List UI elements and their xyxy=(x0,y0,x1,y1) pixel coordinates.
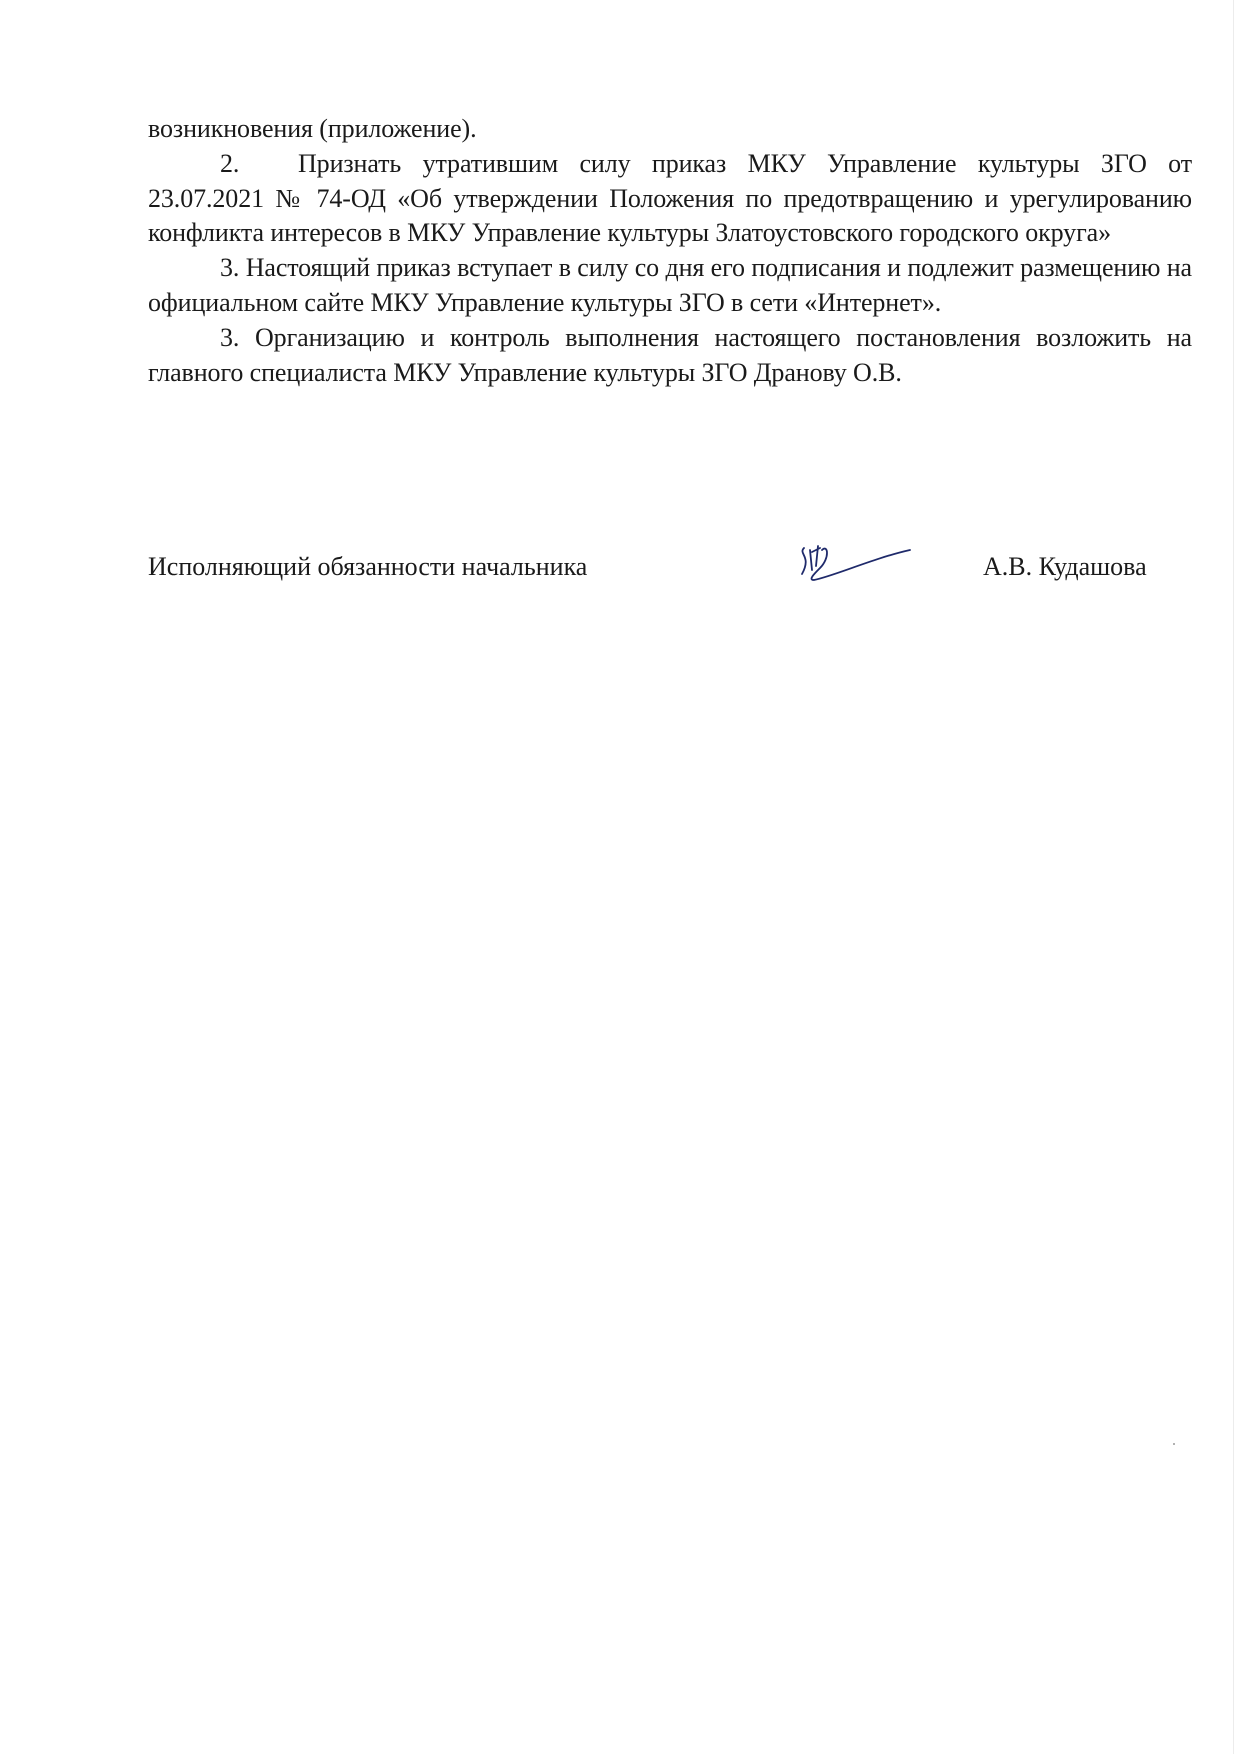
document-body xyxy=(148,112,1192,390)
paragraph-number: 2. xyxy=(220,148,240,178)
signatory-name: А.В. Кудашова xyxy=(983,552,1147,581)
signature-block xyxy=(148,550,1172,590)
paragraph-item-3-control: 3. Организацию и контроль выполнения настоящего постановления возложить на главного специалиста МКУ Управление культуры ЗГО Дранову О.В. xyxy=(148,322,1192,387)
handwritten-signature-icon xyxy=(794,540,914,588)
signatory-position: Исполняющий обязанности начальника xyxy=(148,552,588,581)
paragraph-text: Признать утратившим силу приказ МКУ Управление культуры ЗГО от 23.07.2021 № 74-ОД «Об утверждении Положения по предотвращению и урегулированию конфликта интересов в МКУ Управление культуры Златоустовского городского округа» xyxy=(148,148,1192,248)
scan-speck xyxy=(1173,1443,1175,1445)
paragraph-item-2 xyxy=(148,147,1192,251)
paragraph-continuation: возникновения (приложение). xyxy=(148,114,477,143)
paragraph-item-3-effective: 3. Настоящий приказ вступает в силу со дня его подписания и подлежит размещению на официальном сайте МКУ Управление культуры ЗГО в сети «Интернет». xyxy=(148,253,1192,317)
page-edge xyxy=(1233,0,1234,1754)
